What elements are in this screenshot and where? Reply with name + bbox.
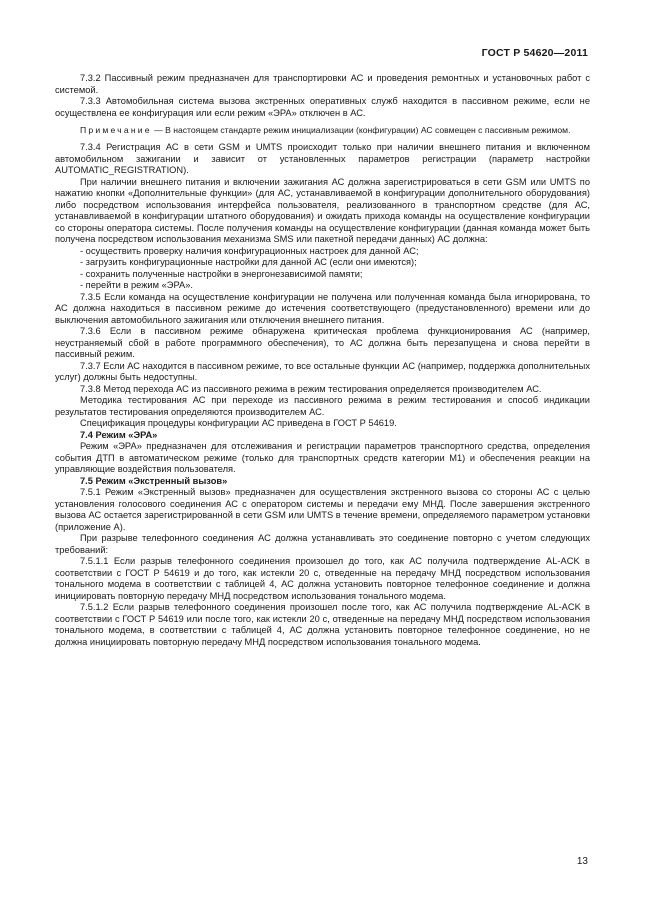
list-item: - осуществить проверку наличия конфигурационных настроек для данной АС;: [80, 245, 419, 256]
list-item: - загрузить конфигурационные настройки для данной АС (если они имеются);: [80, 257, 417, 267]
note-text: — В настоящем стандарте режим инициализации (конфигурации) АС совмещен с пассивным режимом.: [151, 125, 571, 135]
section-heading-7-5: 7.5 Режим «Экстренный вызов»: [80, 475, 228, 486]
paragraph-7-3-4-continued: При наличии внешнего питания и включении зажигания АС должна зарегистрироваться в сети GSM или UMTS по нажатию кнопки «Дополнительные функции» (для АС, устанавливаемой в конфигурации дополнительного оборудования) либо посредством использования интерфейса пользователя, реализованного в транспортном средстве (для АС, устанавливаемой в конфигурации штатного оборудования) и ожидать прихода команды на осуществление конфигурации со стороны оператора системы. После получения команды на осуществление конфигурации (данная команда может быть получена посредством использования механизма SMS или пакетной передачи данных) АС должна:: [55, 176, 590, 244]
paragraph-7-3-2: 7.3.2 Пассивный режим предназначен для транспортировки АС и проведения ремонтных и установочных работ с системой.: [55, 73, 590, 95]
paragraph-7-5-1-continued: При разрыве телефонного соединения АС должна устанавливать это соединение повторно с учетом следующих требований:: [55, 533, 590, 555]
paragraph-7-3-6: 7.3.6 Если в пассивном режиме обнаружена критическая проблема функционирования АС (например, неустраняемый сбой в работе программного обеспечения), то АС должна быть перезапущена и снова перейти в пассивный режим.: [55, 326, 590, 359]
document-body: [55, 73, 590, 648]
paragraph-7-3-7: 7.3.7 Если АС находится в пассивном режиме, то все остальные функции АС (например, поддержка дополнительных услуг) должны быть недоступны.: [55, 360, 590, 382]
page-number: 13: [576, 856, 588, 867]
section-heading-7-4: 7.4 Режим «ЭРА»: [80, 429, 158, 440]
paragraph-7-5-1: 7.5.1 Режим «Экстренный вызов» предназначен для осуществления экстренного вызова со стороны АС с целью установления голосового соединения АС с оператором системы и передачи ему МНД. После завершения экстренного вызова АС остается зарегистрированной в сети GSM или UMTS в течение времени, определяемого параметром установки (приложение А).: [55, 487, 590, 532]
paragraph-7-3-8-spec: Спецификация процедуры конфигурации АС приведена в ГОСТ Р 54619.: [80, 418, 397, 428]
paragraph-7-5-1-2: 7.5.1.2 Если разрыв телефонного соединения произошел после того, как АС получила подтверждение AL-ACK в соответствии с ГОСТ Р 54619 или после того, как истекли 20 с, отведенные на передачу МНД посредством использования тонального модема, в соответствии с таблицей 4, АС должна установить повторное телефонное соединение, но не должна инициировать повторную передачу МНД посредством использования тонального модема.: [55, 602, 590, 647]
paragraph-7-3-8: 7.3.8 Метод перехода АС из пассивного режима в режим тестирования определяется производителем АС.: [80, 383, 542, 394]
paragraph-7-3-3: 7.3.3 Автомобильная система вызова экстренных оперативных служб находится в пассивном режиме, если не осуществлена ее конфигурация или если режим «ЭРА» отключен в АС.: [55, 96, 590, 118]
paragraph-7-5-1-1: 7.5.1.1 Если разрыв телефонного соединения произошел до того, как АС получила подтверждение AL-ACK в соответствии с ГОСТ Р 54619 и до того, как истекли 20 с, отведенные на передачу МНД посредством использования тонального модема в соответствии с таблицей 4, АС должна установить повторное телефонное соединение и должна инициировать повторную передачу МНД посредством использования тонального модема.: [55, 556, 590, 601]
note-label: Примечание: [80, 125, 152, 135]
note-paragraph: [55, 125, 590, 136]
list-item: - сохранить полученные настройки в энергонезависимой памяти;: [80, 268, 363, 279]
standard-designation: ГОСТ Р 54620—2011: [481, 47, 588, 59]
paragraph-7-3-5: 7.3.5 Если команда на осуществление конфигурации не получена или полученная команда была игнорирована, то АС должна находиться в пассивном режиме до истечения соответствующего (предустановленного) времени или до выключения автомобильного зажигания или отключения внешнего питания.: [55, 291, 590, 325]
paragraph-7-4: Режим «ЭРА» предназначен для отслеживания и регистрации параметров транспортного средства, определения события ДТП в автоматическом режиме (только для транспортных средств категории М1) и обеспечения реакции на управляющие воздействия пользователя.: [55, 441, 590, 474]
paragraph-7-3-8-method: Методика тестирования АС при переходе из пассивного режима в режим тестирования и способ индикации результатов тестирования определяются производителем АС.: [55, 395, 590, 417]
list-item: - перейти в режим «ЭРА».: [80, 280, 193, 290]
paragraph-7-3-4: 7.3.4 Регистрация АС в сети GSM и UMTS происходит только при наличии внешнего питания и включенном автомобильном зажигании и зависит от установленных параметров регистрации (параметр настройки AUTOMATIC_REGISTRATION).: [55, 142, 590, 175]
